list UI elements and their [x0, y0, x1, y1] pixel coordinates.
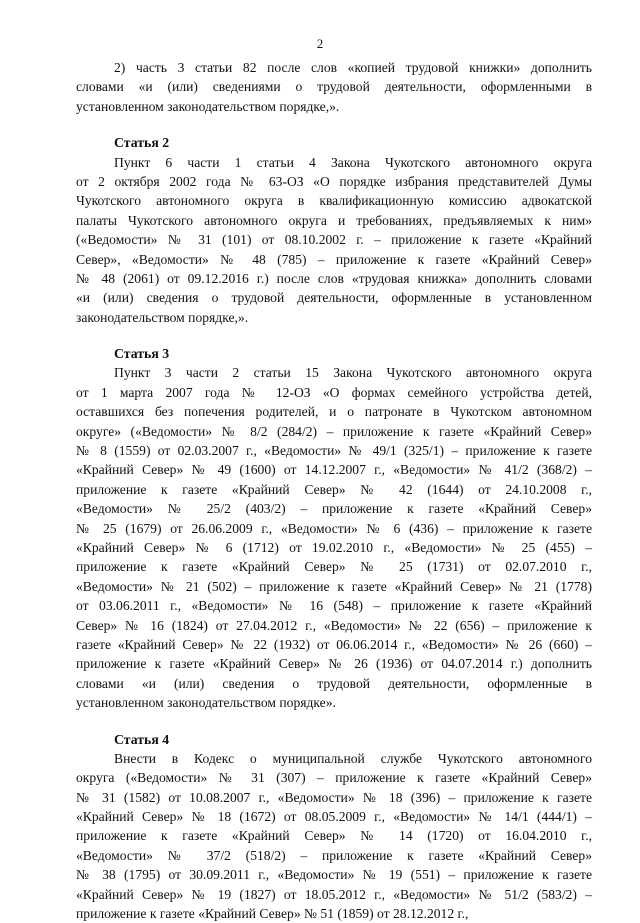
article-paragraph-line: «и (или) сведения о трудовой деятельности, оформленные в установленном [76, 290, 592, 306]
article-paragraph-line: «Крайний Север» № 49 (1600) от 14.12.2007 г., «Ведомости» № 41/2 (368/2) – [76, 462, 592, 478]
article-paragraph-line: «Крайний Север» № 18 (1672) от 08.05.2009 г., «Ведомости» № 14/1 (444/1) – [76, 809, 592, 825]
article-paragraph-line: Север», «Ведомости» № 48 (785) – приложение к газете «Крайний Север» [76, 251, 592, 267]
article-paragraph-line: словами «и (или) сведения о трудовой деятельности, оформленные в [76, 675, 592, 691]
article-paragraph-line: от 2 октября 2002 года № 63-ОЗ «О порядке избрания представителей Думы [76, 173, 592, 189]
article-paragraph-line: законодательством порядке,». [76, 309, 249, 325]
article-paragraph-line: «Крайний Север» № 19 (1827) от 18.05.2012 г., «Ведомости» № 51/2 (583/2) – [76, 886, 592, 902]
article-heading: Статья 2 [114, 135, 170, 151]
article-paragraph-line: газете «Крайний Север» № 22 (1932) от 06.06.2014 г., «Ведомости» № 26 (660) – [76, 636, 592, 652]
document-body [76, 58, 592, 923]
article-heading: Статья 4 [114, 731, 170, 747]
article-paragraph-line: Пункт 6 части 1 статьи 4 Закона Чукотского автономного округа [114, 154, 592, 170]
article-paragraph-line: приложение к газете «Крайний Север» № 42 (1644) от 24.10.2008 г., [76, 481, 592, 497]
article-paragraph-line: «Ведомости» № 37/2 (518/2) – приложение к газете «Крайний Север» [76, 847, 592, 863]
article-paragraph-line: приложение к газете «Крайний Север» № 51 (1859) от 28.12.2012 г., [76, 906, 469, 922]
article-paragraph-line: «Ведомости» № 25/2 (403/2) – приложение к газете «Крайний Север» [76, 501, 592, 517]
article-paragraph-line: Чукотского автономного округа в квалификационную комиссию адвокатской [76, 193, 592, 209]
article-paragraph-line: округа («Ведомости» № 31 (307) – приложение к газете «Крайний Север» [76, 770, 592, 786]
article-paragraph-line: Внести в Кодекс о муниципальной службе Чукотского автономного [114, 750, 592, 766]
article-paragraph-line: приложение к газете «Крайний Север» № 26 (1936) от 04.07.2014 г.) дополнить [76, 656, 592, 672]
article-paragraph-line: установленном законодательством порядке». [76, 695, 336, 711]
page-number: 2 [316, 36, 324, 51]
article-paragraph-line: № 48 (2061) от 09.12.2016 г.) после слов «трудовая книжка» дополнить словами [76, 270, 592, 286]
article-paragraph-line: «Ведомости» № 21 (502) – приложение к газете «Крайний Север» № 21 (1778) [76, 578, 592, 594]
article-paragraph-line: палаты Чукотского автономного округа и требованиях, предъявляемых к ним» [76, 212, 592, 228]
article-paragraph-line: оставшихся без попечения родителей, и о патронате в Чукотском автономном [76, 404, 592, 420]
intro-paragraph-line: установленном законодательством порядке,». [76, 98, 340, 114]
intro-paragraph-line: 2) часть 3 статьи 82 после слов «копией трудовой книжки» дополнить [114, 60, 592, 75]
article-heading: Статья 3 [114, 346, 170, 362]
article-paragraph-line: № 8 (1559) от 02.03.2007 г., «Ведомости» № 49/1 (325/1) – приложение к газете [76, 443, 592, 459]
article-paragraph-line: «Крайний Север» № 6 (1712) от 19.02.2010 г., «Ведомости» № 25 (455) – [76, 539, 592, 555]
article-paragraph-line: № 25 (1679) от 26.06.2009 г., «Ведомости» № 6 (436) – приложение к газете [76, 520, 592, 536]
article-paragraph-line: № 31 (1582) от 10.08.2007 г., «Ведомости» № 18 (396) – приложение к газете [76, 789, 592, 805]
article-paragraph-line: приложение к газете «Крайний Север» № 25 (1731) от 02.07.2010 г., [76, 559, 592, 575]
article-paragraph-line: приложение к газете «Крайний Север» № 14 (1720) от 16.04.2010 г., [76, 828, 592, 844]
article-paragraph-line: Север» № 16 (1824) от 27.04.2012 г., «Ведомости» № 22 (656) – приложение к [76, 617, 592, 633]
article-paragraph-line: («Ведомости» № 31 (101) от 08.10.2002 г. – приложение к газете «Крайний [76, 232, 592, 248]
article-paragraph-line: от 03.06.2011 г., «Ведомости» № 16 (548) – приложение к газете «Крайний [76, 598, 592, 614]
article-paragraph-line: № 38 (1795) от 30.09.2011 г., «Ведомости» № 19 (551) – приложение к газете [76, 867, 592, 883]
article-paragraph-line: Пункт 3 части 2 статьи 15 Закона Чукотского автономного округа [114, 365, 592, 381]
article-paragraph-line: от 1 марта 2007 года № 12-ОЗ «О формах семейного устройства детей, [76, 384, 592, 400]
intro-paragraph-line: словами «и (или) сведениями о трудовой деятельности, оформленными в [76, 79, 592, 95]
article-paragraph-line: округе» («Ведомости» № 8/2 (284/2) – приложение к газете «Крайний Север» [76, 423, 592, 439]
